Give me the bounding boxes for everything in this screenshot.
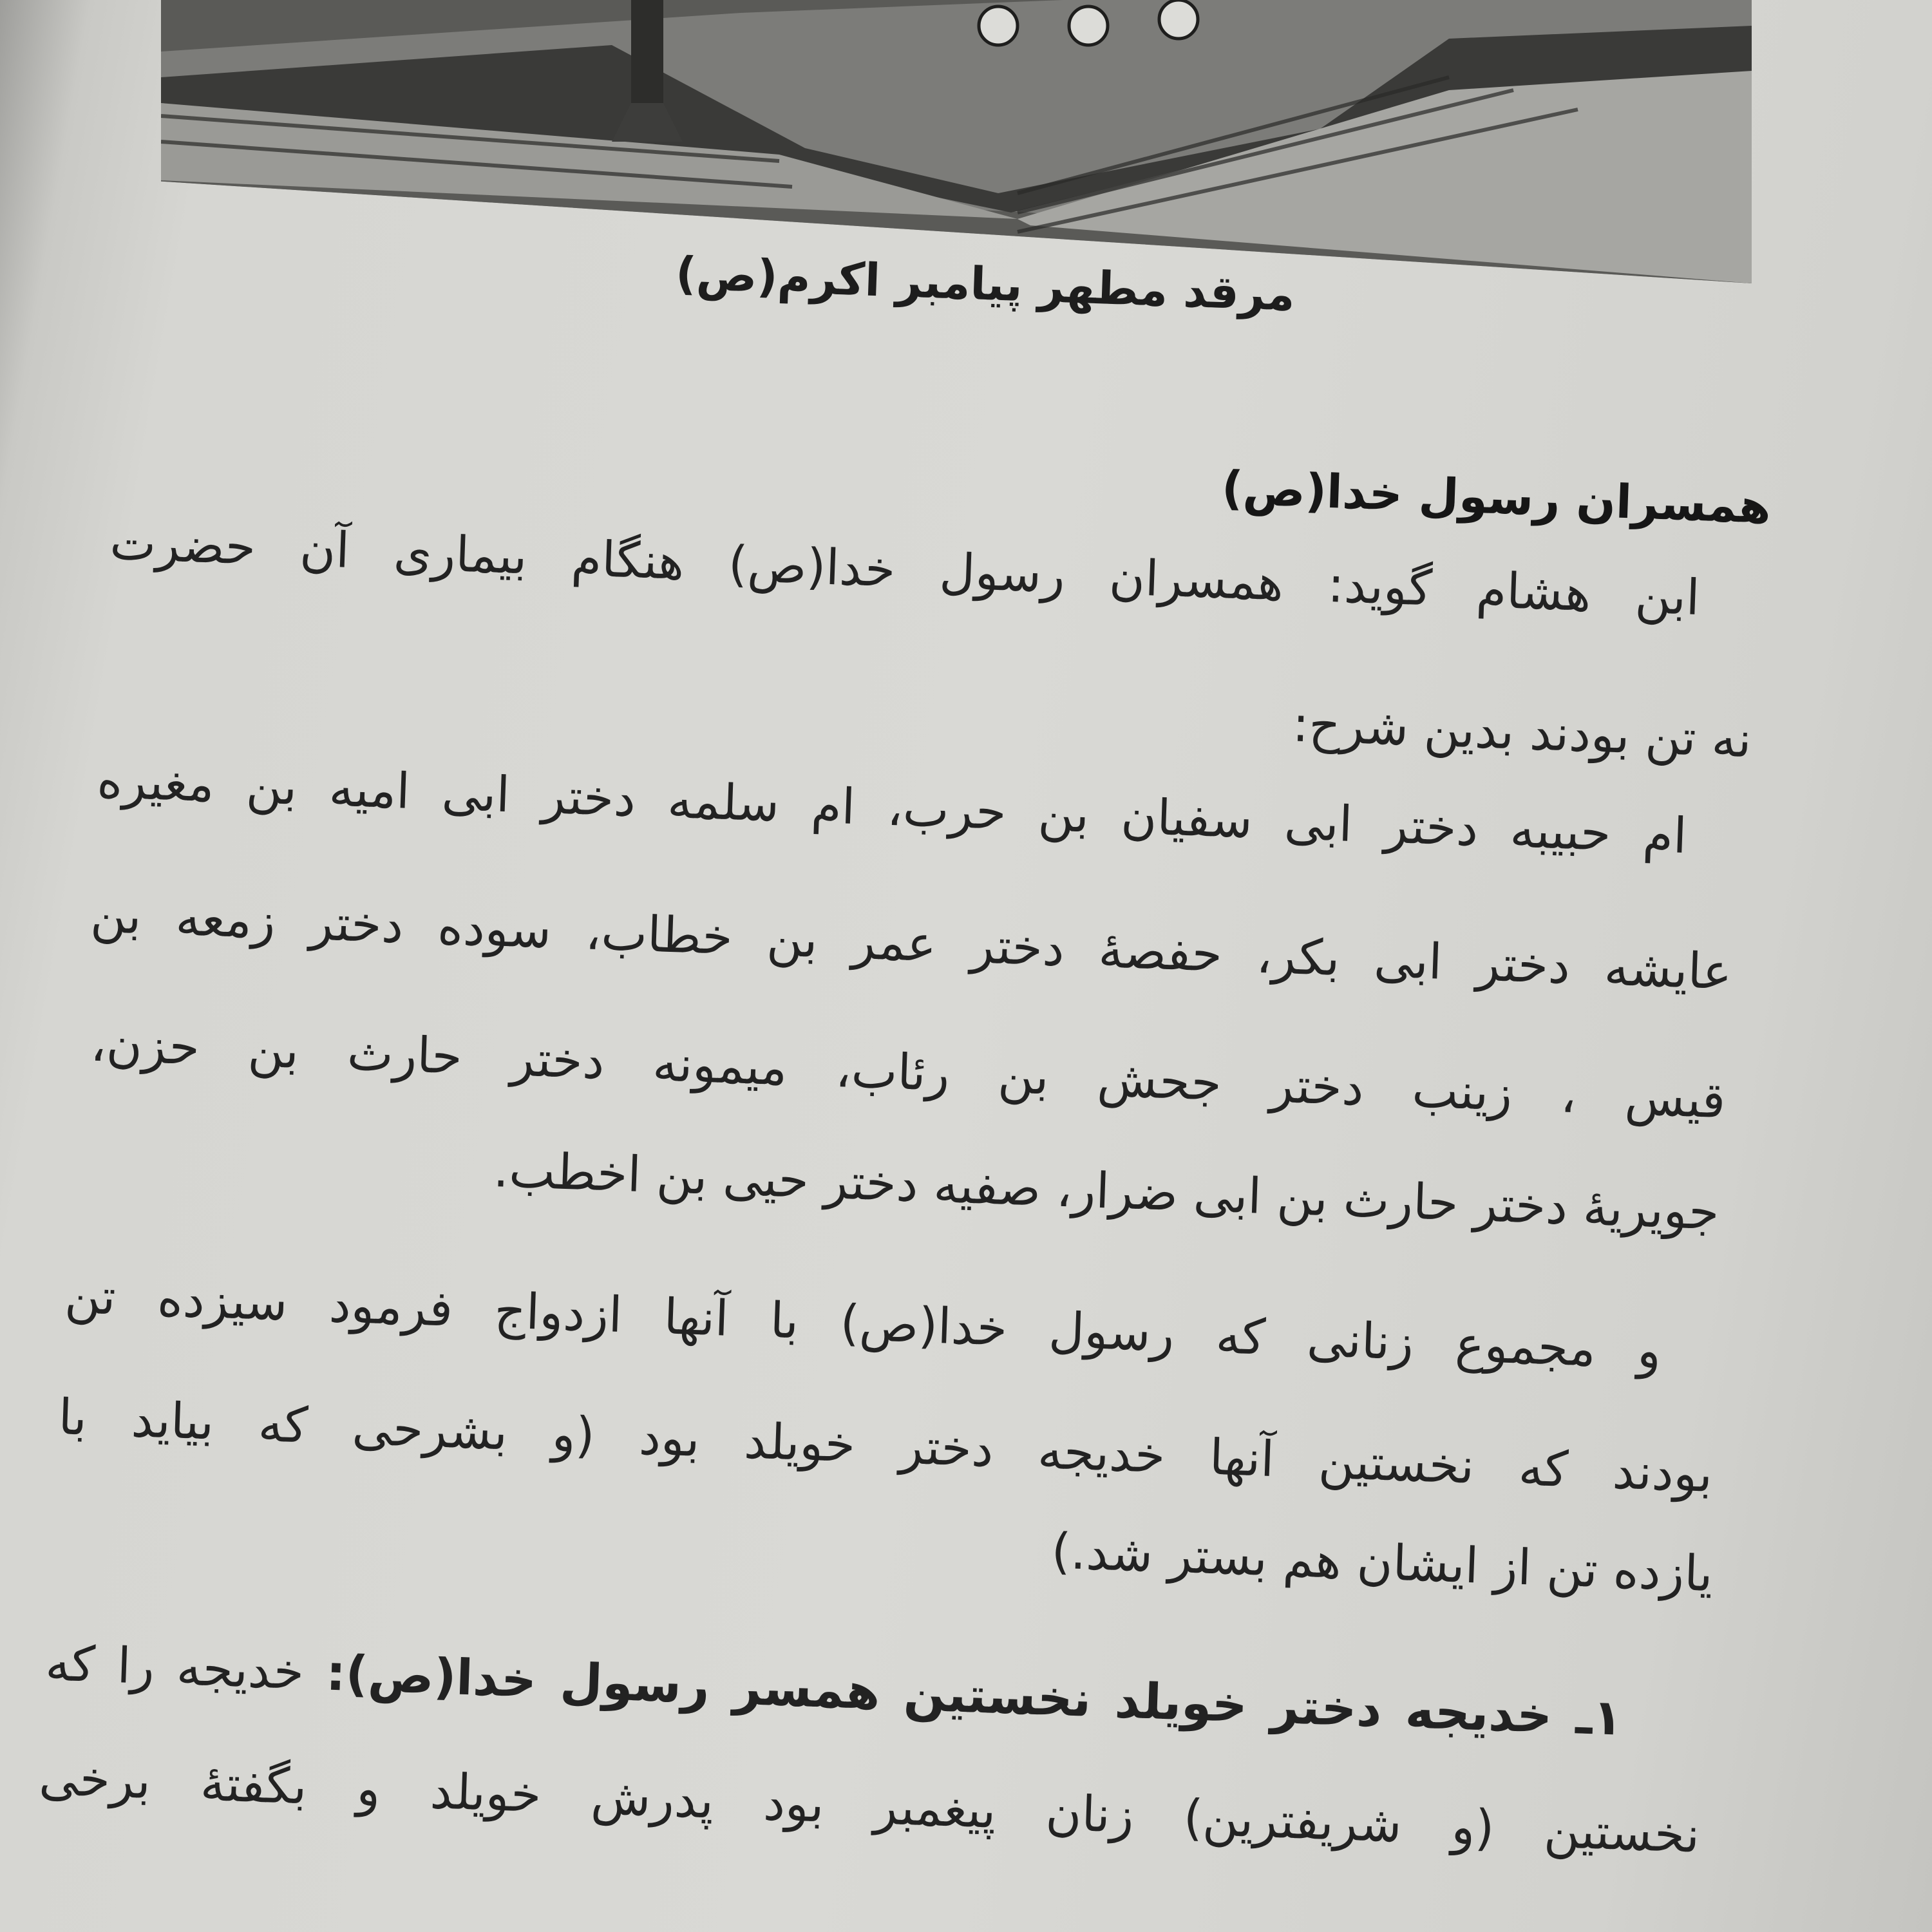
- paragraph-line: عایشه دختر ابی بکر، حفصهٔ دختر عمر بن خطاب، سوده دختر زمعه بن: [90, 886, 1733, 1001]
- paragraph-line: یازده تن از ایشان هم بستر شد.): [1050, 1522, 1714, 1603]
- tomb-photo-illustration: [161, 0, 1752, 283]
- paragraph-line: نخستین (و شریفترین) زنان پیغمبر بود پدرش خویلد و بگفتهٔ برخی: [38, 1748, 1701, 1864]
- paragraph-line: جویریهٔ دختر حارث بن ابی ضرار، صفیه دختر حیی بن اخطب.: [492, 1141, 1720, 1241]
- section-1-text: خدیجه را که: [44, 1634, 328, 1701]
- paragraph-line: ابن هشام گوید: همسران رسول خدا(ص) هنگام بیماری آن حضرت: [109, 513, 1701, 627]
- section-1-line: [44, 1634, 1624, 1746]
- tomb-photo: [161, 0, 1752, 283]
- section-heading: همسران رسول خدا(ص): [1220, 460, 1772, 534]
- section-1-title: ۱ـ خدیجه دختر خویلد نخستین همسر رسول خدا(ص):: [325, 1643, 1624, 1747]
- photo-caption: مرقد مطهر پیامبر اکرم(ص): [674, 247, 1296, 321]
- paragraph-line: نه تن بودند بدین شرح:: [1291, 695, 1753, 769]
- paragraph-line: بودند که نخستین آنها خدیجه دختر خویلد بود (و بشرحی که بیاید با: [57, 1388, 1714, 1503]
- paragraph-line: و مجموع زنانی که رسول خدا(ص) با آنها ازدواج فرمود سیزده تن: [64, 1266, 1662, 1380]
- paragraph-line: قیس ، زینب دختر جحش بن رئاب، میمونه دختر حارث بن حزن،: [90, 1014, 1727, 1130]
- paragraph-line: ام حبیبه دختر ابی سفیان بن حرب، ام سلمه دختر ابی امیه بن مغیره: [96, 751, 1688, 865]
